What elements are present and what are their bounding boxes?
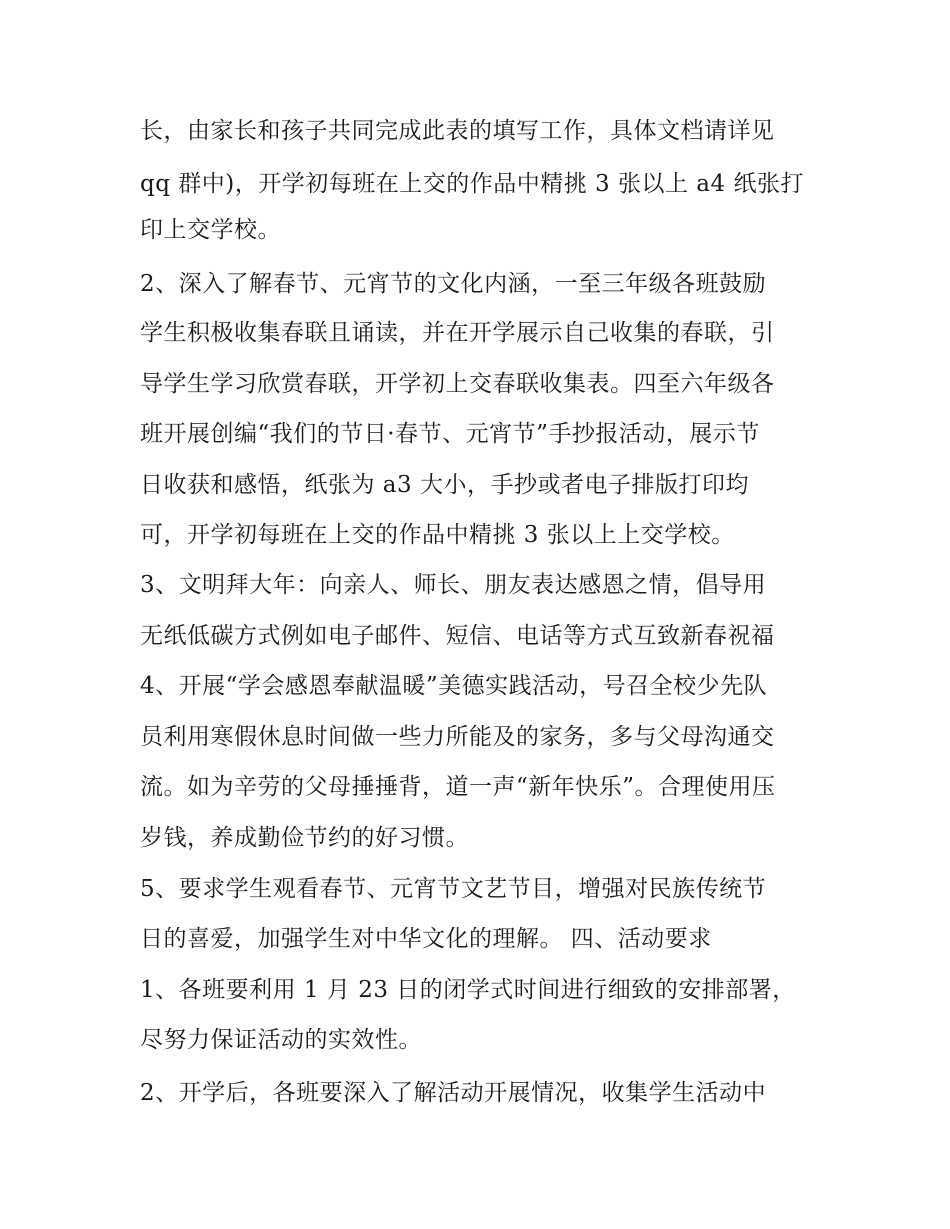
text-line: 3、文明拜大年：向亲人、师长、朋友表达感恩之情，倡导用: [140, 572, 767, 598]
text-line: 日收获和感悟，纸张为 a3 大小，手抄或者电子排版打印均: [140, 472, 749, 498]
text-line: 员利用寒假休息时间做一些力所能及的家务，多与父母沟通交: [140, 724, 775, 750]
text-line: 岁钱，养成勤俭节约的好习惯。: [140, 825, 469, 851]
text-line: 1、各班要利用 1 月 23 日的闭学式时间进行细致的安排部署，: [140, 977, 796, 1003]
text-line: 5、要求学生观看春节、元宵节文艺节目，增强对民族传统节: [140, 876, 767, 902]
text-line: 尽努力保证活动的实效性。: [140, 1027, 422, 1053]
text-line: 学生积极收集春联且诵读，并在开学展示自己收集的春联，引: [140, 320, 775, 346]
text-line: 可，开学初每班在上交的作品中精挑 3 张以上上交学校。: [140, 522, 735, 548]
text-line: 无纸低碳方式例如电子邮件、短信、电话等方式互致新春祝福: [140, 623, 775, 649]
text-line: 2、深入了解春节、元宵节的文化内涵，一至三年级各班鼓励: [140, 271, 767, 297]
text-line: 日的喜爱，加强学生对中华文化的理解。 四、活动要求: [140, 926, 712, 952]
text-line: 导学生学习欣赏春联，开学初上交春联收集表。四至六年级各: [140, 371, 775, 397]
text-line: 长，由家长和孩子共同完成此表的填写工作，具体文档请详见: [140, 118, 775, 144]
text-line: 流。如为辛劳的父母捶捶背，道一声“新年快乐”。合理使用压: [140, 774, 776, 800]
text-line: 2、开学后，各班要深入了解活动开展情况，收集学生活动中: [140, 1080, 767, 1106]
text-line: 班开展创编“我们的节日·春节、元宵节”手抄报活动，展示节: [140, 421, 760, 447]
text-line: qq 群中)，开学初每班在上交的作品中精挑 3 张以上 a4 纸张打: [140, 171, 804, 197]
text-line: 4、开展“学会感恩奉献温暖”美德实践活动，号召全校少先队: [140, 673, 768, 699]
text-line: 印上交学校。: [140, 217, 281, 243]
